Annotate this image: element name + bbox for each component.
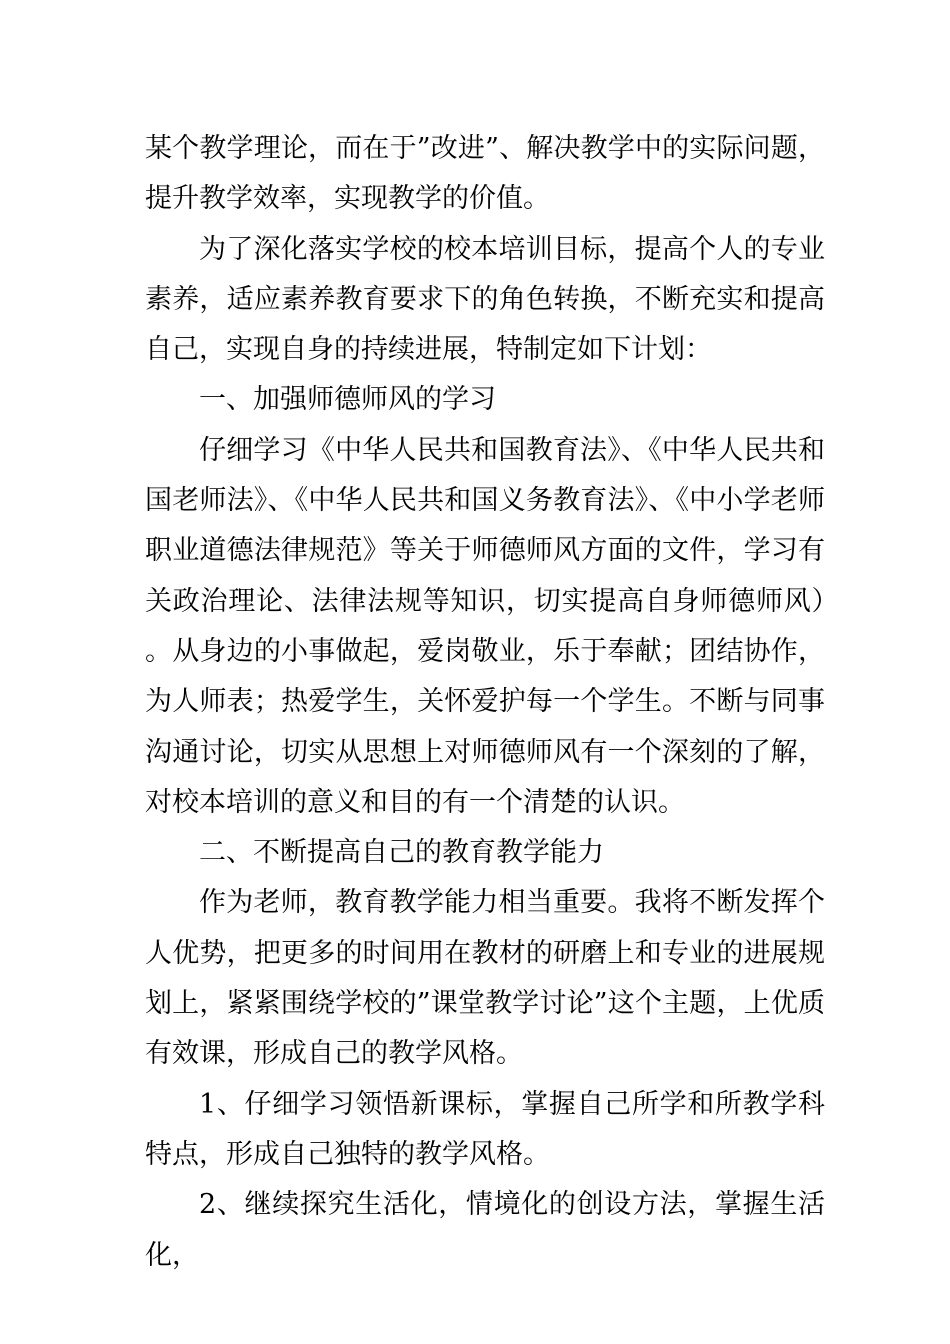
paragraph-plan-intro: 为了深化落实学校的校本培训目标，提高个人的专业素养，适应素养教育要求下的角色转换，不断充实和提高自己，实现自身的持续进展，特制定如下计划： bbox=[145, 233, 825, 366]
paragraph-ethics-study: 仔细学习《中华人民共和国教育法》、《中华人民共和国老师法》、《中华人民共和国义务教育法》、《中小学老师职业道德法律规范》等关于师德师风方面的文件，学习有关政治理论、法律法规等知识，切实提高自身师德师风）。从身边的小事做起，爱岗敬业，乐于奉献；团结协作，为人师表；热爱学生，关怀爱护每一个学生。不断与同事沟通讨论，切实从思想上对师德师风有一个深刻的了解，对校本培训的意义和目的有一个清楚的认识。 bbox=[145, 434, 825, 818]
list-item-2: 2、继续探究生活化，情境化的创设方法，掌握生活化， bbox=[145, 1189, 825, 1271]
paragraph-continuation: 某个教学理论，而在于”改进”、解决教学中的实际问题，提升教学效率，实现教学的价值。 bbox=[145, 133, 825, 215]
section-heading-2: 二、不断提高自己的教育教学能力 bbox=[199, 837, 604, 869]
paragraph-teaching-ability: 作为老师，教育教学能力相当重要。我将不断发挥个人优势，把更多的时间用在教材的研磨上和专业的进展规划上，紧紧围绕学校的”课堂教学讨论”这个主题，上优质有效课，形成自己的教学风格。 bbox=[145, 887, 825, 1070]
list-item-1: 1、仔细学习领悟新课标，掌握自己所学和所教学科特点，形成自己独特的教学风格。 bbox=[145, 1088, 825, 1170]
section-heading-1: 一、加强师德师风的学习 bbox=[199, 384, 496, 416]
document-body bbox=[145, 124, 825, 1281]
